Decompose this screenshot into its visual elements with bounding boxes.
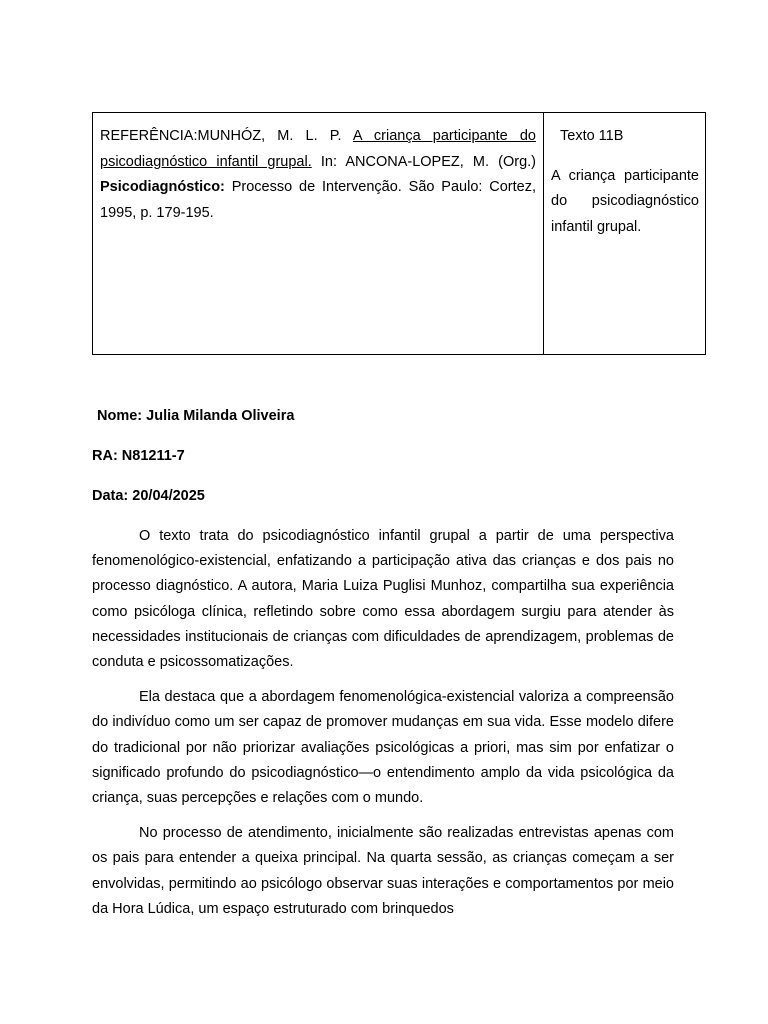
student-ra: RA: N81211-7 (92, 448, 185, 464)
text-tag-label: Texto 11B (560, 128, 624, 144)
reference-in: In: ANCONA-LOPEZ, M. (Org.) (311, 153, 536, 170)
reference-prefix: REFERÊNCIA:MUNHÓZ, M. L. P. (100, 128, 353, 144)
document-date: Data: 20/04/2025 (92, 488, 205, 504)
reference-table (92, 112, 706, 355)
reference-cell (93, 113, 544, 354)
paragraph-2: Ela destaca que a abordagem fenomenológica-existencial valoriza a compreensão do indivíduo como um ser capaz de promover mudanças em sua vida. Esse modelo difere do tradicional por não priorizar avaliações psicológicas a priori, mas sim por enfatizar o significado profundo do psicodiagnóstico—o entendimento amplo da vida psicológica da criança, suas percepções e relações com o mundo. (92, 689, 674, 807)
student-name: Nome: Julia Milanda Oliveira (97, 408, 295, 424)
reference-title: A criança participante do psicodiagnóstico infantil grupal. (100, 128, 536, 170)
paragraph-3: No processo de atendimento, inicialmente são realizadas entrevistas apenas com os pais para entender a queixa principal. Na quarta sessão, as crianças começam a ser envolvidas, permitindo ao psicólogo observar suas interações e comportamentos por meio da Hora Lúdica, um espaço estruturado com brinquedos (92, 825, 674, 917)
reference-book: Psicodiagnóstico: (100, 179, 225, 195)
document-body (92, 524, 674, 932)
text-tag-title: A criança participante do psicodiagnóstico infantil grupal. (551, 167, 699, 235)
paragraph-1: O texto trata do psicodiagnóstico infantil grupal a partir de uma perspectiva fenomenológico-existencial, enfatizando a participação ativa das crianças e dos pais no processo diagnóstico. A autora, Maria Luiza Puglisi Munhoz, compartilha sua experiência como psicóloga clínica, refletindo sobre como essa abordagem surgiu para atender às necessidades institucionais de crianças com dificuldades de aprendizagem, problemas de conduta e psicossomatizações. (92, 528, 674, 671)
tag-cell (544, 113, 705, 354)
reference-rest: Processo de Intervenção. São Paulo: Cortez, 1995, p. 179-195. (100, 179, 536, 221)
